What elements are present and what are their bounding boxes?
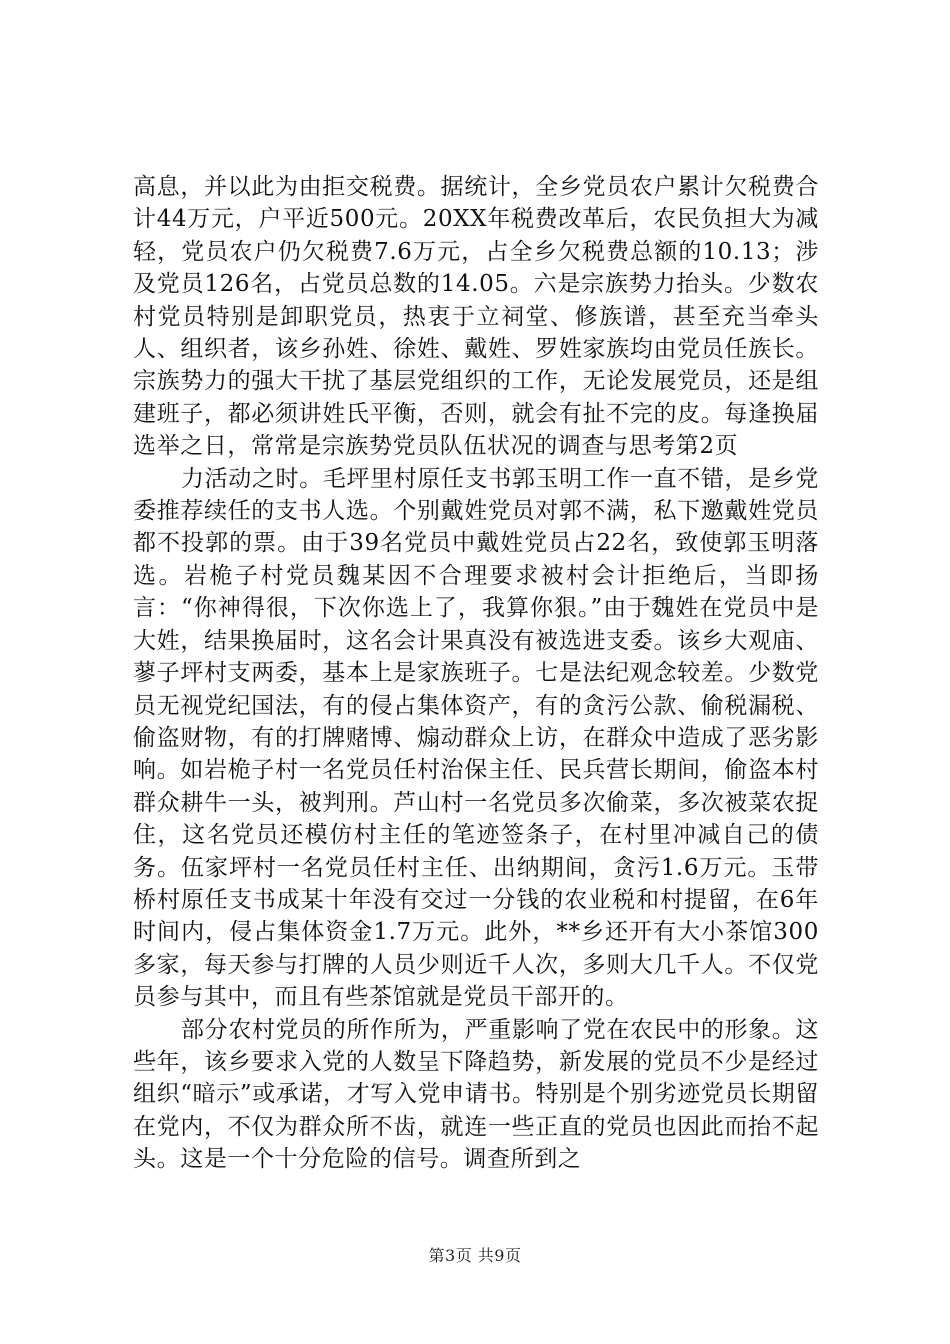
document-body xyxy=(133,171,819,1176)
paragraph-3: 部分农村党员的所作所为，严重影响了党在农民中的形象。这些年，该乡要求入党的人数呈下降趋势，新发展的党员不少是经过组织“暗示”或承诺，才写入党申请书。特别是个别劣迹党员长期留在党内，不仅为群众所不齿，就连一些正直的党员也因此而抬不起头。这是一个十分危险的信号。调查所到之 xyxy=(133,1016,819,1173)
page-number-footer: 第3页 共9页 xyxy=(428,1246,522,1265)
paragraph-1: 高息，并以此为由拒交税费。据统计，全乡党员农户累计欠税费合计44万元，户平近500元。20XX年税费改革后，农民负担大为减轻，党员农户仍欠税费7.6万元，占全乡欠税费总额的10.13；涉及党员126名，占党员总数的14.05。六是宗族势力抬头。少数农村党员特别是卸职党员，热衷于立祠堂、修族谱，甚至充当牵头人、组织者，该乡孙姓、徐姓、戴姓、罗姓家族均由党员任族长。宗族势力的强大干扰了基层党组织的工作，无论发展党员，还是组建班子，都必须讲姓氏平衡，否则，就会有扯不完的皮。每逢换届选举之日，常常是宗族势党员队伍状况的调查与思考第2页 xyxy=(133,174,819,460)
paragraph-2: 力活动之时。毛坪里村原任支书郭玉明工作一直不错，是乡党委推荐续任的支书人选。个别戴姓党员对郭不满，私下邀戴姓党员都不投郭的票。由于39名党员中戴姓党员占22名，致使郭玉明落选。岩桅子村党员魏某因不合理要求被村会计拒绝后，当即扬言：“你神得很，下次你选上了，我算你狠。”由于魏姓在党员中是大姓，结果换届时，这名会计果真没有被选进支委。该乡大观庙、蓼子坪村支两委，基本上是家族班子。七是法纪观念较差。少数党员无视党纪国法，有的侵占集体资产，有的贪污公款、偷税漏税、偷盗财物，有的打牌赌博、煽动群众上访，在群众中造成了恶劣影响。如岩桅子村一名党员任村治保主任、民兵营长期间，偷盗本村群众耕牛一头，被判刑。芦山村一名党员多次偷菜，多次被菜农捉住，这名党员还模仿村主任的笔迹签条子，在村里冲减自己的债务。伍家坪村一名党员任村主任、出纳期间，贪污1.6万元。玉带桥村原任支书成某十年没有交过一分钱的农业税和村提留，在6年时间内，侵占集体资金1.7万元。此外，**乡还开有大小茶馆300多家，每天参与打牌的人员少则近千人次，多则大几千人。不仅党员参与其中，而且有些茶馆就是党员干部开的。 xyxy=(133,465,819,1011)
